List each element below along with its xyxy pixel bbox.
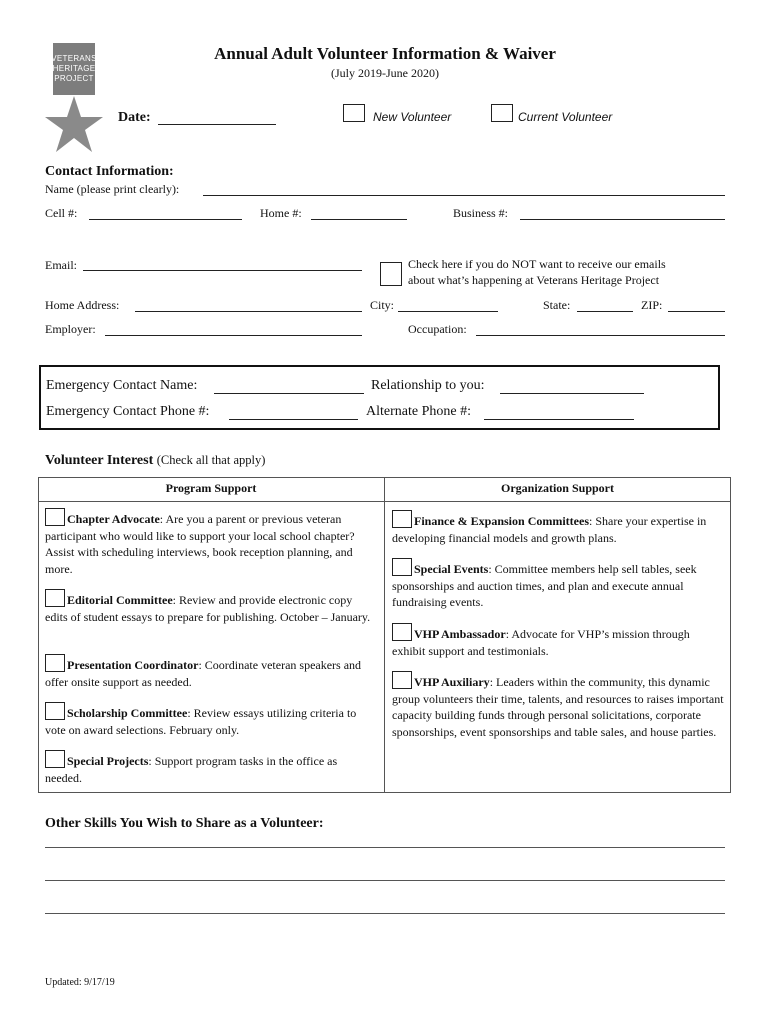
item-title: Chapter Advocate [67,512,160,526]
contact-heading: Contact Information: [45,164,174,179]
organization-support-header: Organization Support [500,481,614,495]
item-text: : Are you a parent or previous veteran participant who would like to support your local school chapter? Assist with scheduling interviews, book reception planning, and more. [45,512,355,576]
emergency-name-field[interactable] [214,393,364,394]
star-icon [45,96,103,152]
occupation-label: Occupation: [408,322,467,336]
date-field[interactable] [158,124,276,125]
city-field[interactable] [398,311,498,312]
occupation-field[interactable] [476,335,725,336]
cell-label: Cell #: [45,206,78,220]
address-label: Home Address: [45,298,120,312]
new-volunteer-label: New Volunteer [373,110,452,124]
table-divider [384,477,385,793]
presentation-coordinator-checkbox[interactable] [45,654,65,672]
emergency-phone-label: Emergency Contact Phone #: [46,404,210,419]
org-item [392,671,724,740]
table-divider [38,501,731,502]
current-volunteer-checkbox[interactable] [491,104,513,122]
item-title: Presentation Coordinator [67,658,199,672]
state-label: State: [543,298,571,312]
item-text: : Advocate for VHP’s mission through exhibit support and testimonials. [392,627,690,658]
skills-line[interactable] [45,847,725,848]
program-item [45,702,377,738]
email-field[interactable] [83,270,362,271]
email-optout-line1: Check here if you do NOT want to receive our emails [408,257,666,271]
email-label: Email: [45,258,77,272]
employer-label: Employer: [45,322,96,336]
employer-field[interactable] [105,335,362,336]
item-title: Finance & Expansion Committees [414,514,589,528]
scholarship-committee-checkbox[interactable] [45,702,65,720]
home-phone-label: Home #: [260,206,302,220]
item-text: : Share your expertise in developing financial models and growth plans. [392,514,707,545]
item-title: Special Projects [67,754,149,768]
item-title: Special Events [414,562,489,576]
program-item [45,508,377,577]
emergency-name-label: Emergency Contact Name: [46,378,198,393]
current-volunteer-label: Current Volunteer [518,110,613,124]
interest-heading: Volunteer Interest [45,453,154,468]
vhp-ambassador-checkbox[interactable] [392,623,412,641]
city-label: City: [370,298,395,312]
item-text: : Coordinate veteran speakers and offer onsite support as needed. [45,658,362,689]
email-optout-checkbox[interactable] [380,262,402,286]
program-item [45,654,377,690]
alt-phone-field[interactable] [484,419,634,420]
program-support-header: Program Support [165,481,257,495]
editorial-committee-checkbox[interactable] [45,589,65,607]
org-item [392,510,724,546]
item-text: : Support program tasks in the office as needed. [45,754,338,785]
zip-label: ZIP: [641,298,663,312]
program-item [45,750,377,786]
logo-line: HERITAGE [52,64,96,73]
finance-expansion-checkbox[interactable] [392,510,412,528]
new-volunteer-checkbox[interactable] [343,104,365,122]
business-field[interactable] [520,219,725,220]
email-optout-line2: about what’s happening at Veterans Heritage Project [408,273,660,287]
relationship-field[interactable] [500,393,644,394]
updated-date: Updated: 9/17/19 [45,977,115,988]
state-field[interactable] [577,311,633,312]
program-item [45,589,377,625]
org-item [392,558,724,611]
emergency-contact-box [39,365,720,430]
home-phone-field[interactable] [311,219,407,220]
cell-field[interactable] [89,219,242,220]
item-title: VHP Auxiliary [414,675,490,689]
relationship-label: Relationship to you: [371,378,485,393]
org-item [392,623,724,659]
alt-phone-label: Alternate Phone #: [366,404,471,419]
skills-line[interactable] [45,913,725,914]
chapter-advocate-checkbox[interactable] [45,508,65,526]
address-field[interactable] [135,311,362,312]
form-subtitle: (July 2019-June 2020) [331,66,439,80]
item-text: : Committee members help sell tables, seek sponsorships and auction times, and plan and execute annual fundraising events. [392,562,697,609]
skills-line[interactable] [45,880,725,881]
special-projects-checkbox[interactable] [45,750,65,768]
date-label: Date: [118,110,151,125]
special-events-checkbox[interactable] [392,558,412,576]
logo-line: VETERANS [51,54,97,63]
emergency-phone-field[interactable] [229,419,358,420]
skills-heading: Other Skills You Wish to Share as a Volunteer: [45,816,324,831]
item-text: : Review and provide electronic copy edits of student essays to prepare for publishing. October – January. [45,593,371,624]
item-text: : Leaders within the community, this dynamic group volunteers their time, talents, and resources to raises important capacity building funds through personal solicitations, corporate sponsorships, event sponsorships and table sales, and house parties. [392,675,724,739]
vhp-auxiliary-checkbox[interactable] [392,671,412,689]
item-title: Scholarship Committee [67,706,188,720]
item-title: Editorial Committee [67,593,173,607]
interest-heading-row [45,453,265,469]
business-label: Business #: [453,206,509,220]
name-label: Name (please print clearly): [45,182,180,196]
name-field[interactable] [203,195,725,196]
zip-field[interactable] [668,311,725,312]
interest-note: (Check all that apply) [156,453,266,467]
item-title: VHP Ambassador [414,627,506,641]
logo-line: PROJECT [54,74,94,83]
form-title: Annual Adult Volunteer Information & Waiver [214,44,556,63]
item-text: : Review essays utilizing criteria to vote on award selections. February only. [45,706,357,737]
